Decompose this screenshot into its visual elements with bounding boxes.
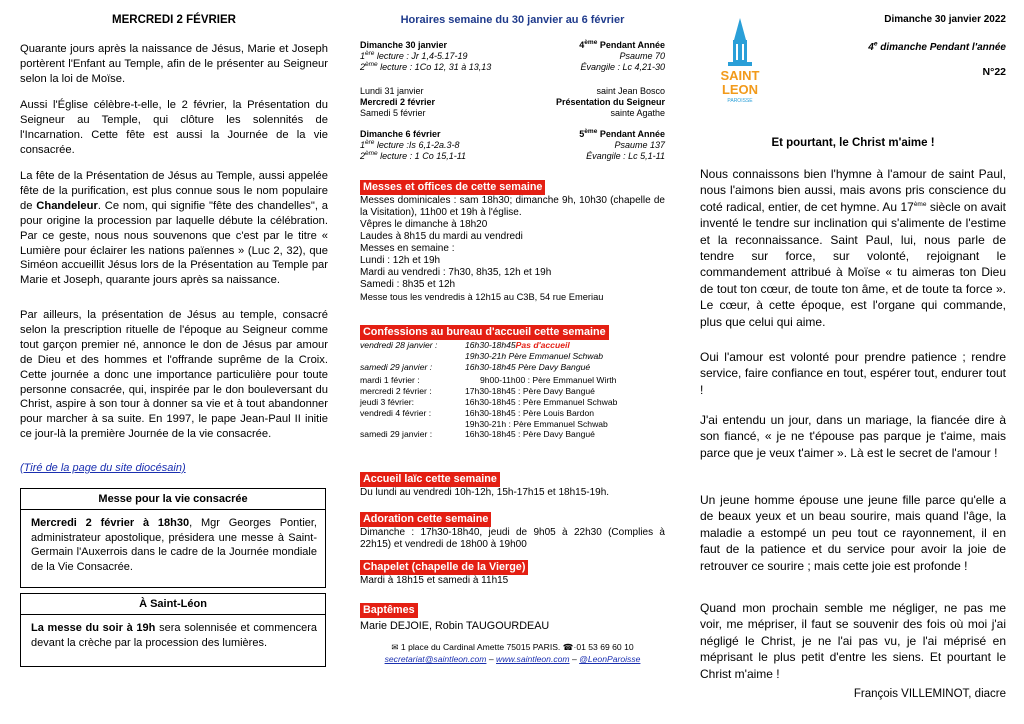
schedule-title: Horaires semaine du 30 janvier au 6 février [400, 14, 625, 26]
confessions-list: mardi 1 février : 9h00-11h00 : Père Emmanuel Wirth mercredi 2 février : 17h30-18h45 : Père Davy Bangué jeudi 3 février: 16h30-18h45 : Père Emmanuel Schwab vendredi 4 février : 16h30-18h45 : Père Louis Bardon 19h30-21h : Père Emmanuel Schwab samedi 29 janvier : 16h30-18h45 : Père Davy Bangué [360, 375, 618, 440]
liturgical-sunday: 4e dimanche Pendant l'année [868, 40, 1006, 53]
weekday-feasts-block: Lundi 31 janvier saint Jean Bosco Mercredi 2 février Présentation du Seigneur Samedi 5 février sainte Agathe [360, 86, 665, 118]
baptemes-heading: Baptêmes [360, 603, 418, 618]
paragraph-4: Par ailleurs, la présentation de Jésus au temple, consacré selon la prescription rituelle de l'époque au Seigneur comme tout garçon premier né, annonce le don de Jésus par amour de Dieu et des hommes et l'offrande suprême de la Croix. Cette journée a donc une importance particulière pour toute personne consacrée, qui, inspirée par le don bouleversant du Christ, aspire à son tour à donner sa vie et à tout abandonner pour marcher à sa suite. En 1997, le pape Jean-Paul II initie ce jour-là la première Journée de la vie consacrée. [20, 309, 328, 441]
editorial-heading: Et pourtant, le Christ m'aime ! [771, 137, 935, 149]
paragraph-2: Aussi l'Église célèbre-t-elle, le 2 février, la Présentation du Seigneur au Temple, qui clôture les solennités de l'Incarnation. Cette fête est aussi la Journée de la vie consacrée. [20, 99, 328, 156]
messes-heading: Messes et offices de cette semaine [360, 180, 545, 195]
paragraph-1: Quarante jours après la naissance de Jésus, Marie et Joseph portèrent l'Enfant au Temple, afin de le présenter au Seigneur selon la loi de Moïse. [20, 43, 328, 85]
box-body: La messe du soir à 19h sera solennisée et commencera devant la crèche par la procession des lumières. [31, 622, 317, 649]
adoration-section [360, 509, 665, 551]
editorial-p1: Nous connaissons bien l'hymne à l'amour de saint Paul, nous l'aimons bien aussi, mais avons pris conscience du coté radical, entier, de cet hymne. Au 17ème siècle on avait inventé le tendre sur inclination qui s'alimente de l'estime et la reconnaissance. Saint Paul, lui, nous parle de tendre sur force, sur volonté, rejoignant le commandement attribué à Moïse « tu aimeras ton Dieu de tout ton cœur, de toute ton âme, et de toute ta force ». Le cœur, à cette époque, est l'organe qui commande, plus que celui qui aime. [700, 167, 1006, 329]
issue-date: Dimanche 30 janvier 2022 [884, 14, 1006, 25]
editorial-p4: Un jeune homme épouse une jeune fille parce qu'elle a de beaux yeux et un beau sourire, mais quand l'âge, la maladie a estompé un peu tout ce rayonnement, il en faut de la patience et du service pour avoir la joie de retrouver ce sourire ; mais cette joie est profonde ! [700, 493, 1006, 573]
chapelet-section [360, 557, 665, 587]
messes-body: Messes dominicales : sam 18h30; dimanche 9h, 10h30 (chapelle de la Visitation), 11h00 et 19h à l'église. Vêpres le dimanche à 18h20 Laudes à 8h15 du mardi au vendredi Messes en semaine : Lundi : 12h et 19h Mardi au vendredi : 7h30, 8h35, 12h et 19h Samedi : 8h35 et 12h Messe tous les vendredis à 12h15 au C3B, 54 rue Emeriau [360, 195, 665, 302]
box-saint-leon [20, 593, 326, 667]
diocese-link[interactable]: (Tiré de la page du site diocésain) [20, 462, 186, 474]
svg-text:LEON: LEON [721, 82, 759, 97]
messes-section [360, 177, 665, 303]
svg-text:SAINT: SAINT [720, 68, 760, 83]
left-title: MERCREDI 2 FÉVRIER [112, 14, 236, 26]
box-vie-consacree [20, 488, 326, 588]
baptemes-names: Marie DEJOIE, Robin TAUGOURDEAU [360, 620, 550, 632]
contact-block: ✉ 1 place du Cardinal Amette 75015 PARIS. ☎·01 53 69 60 10 secretariat@saintleon.com – www.saintleon.com – @LeonParoisse [384, 642, 641, 664]
box-body: Mercredi 2 février à 18h30, Mgr Georges Pontier, administrateur apostolique, présidera une messe à Saint-Germain l'Auxerrois dans le cadre de la Journée mondiale de la Vie Consacrée. [31, 517, 317, 573]
website-link[interactable]: www.saintleon.com [496, 654, 570, 664]
phone-icon: ☎ [562, 642, 574, 652]
editorial-p3: J'ai entendu un jour, dans un mariage, la fiancée dire à son fiancé, « je ne t'épouse pas parque je t'aime, mais parce que je veux t'aimer ». Là est le secret de l'amour ! [700, 413, 1006, 460]
twitter-link[interactable]: @LeonParoisse [579, 654, 641, 664]
envelope-icon: ✉ [391, 642, 399, 652]
issue-number: N°22 [982, 66, 1006, 78]
accueil-section [360, 469, 665, 499]
adoration-body: Dimanche : 17h30-18h40, jeudi de 9h05 à 22h30 (Complies à 22h15) et vendredi de 18h00 à 19h00 [360, 527, 665, 550]
sunday-30-block: Dimanche 30 janvier 4ème Pendant Année 1ère lecture : Jr 1,4-5.17-19 Psaume 70 2ème lecture : 1Co 12, 31 à 13,13 Évangile : Lc 4,21-30 [360, 39, 665, 72]
confessions-section [360, 322, 665, 440]
box-title: Messe pour la vie consacrée [21, 489, 325, 510]
baptemes-section [360, 600, 549, 632]
chapelet-body: Mardi à 18h15 et samedi à 11h15 [360, 575, 509, 586]
adoration-heading: Adoration cette semaine [360, 512, 491, 527]
editorial-p5: Quand mon prochain semble me négliger, ne pas me voir, me mépriser, il faut se souvenir des fois où moi j'ai négligé le Christ, je ne l'ai pas vu, je l'ai méprisé en méprisant le plus petit d'entre les siens. Et pourtant le Christ m'aime ! [700, 601, 1006, 681]
email-link[interactable]: secretariat@saintleon.com [384, 654, 487, 664]
saint-leon-logo [714, 18, 766, 104]
accueil-body: Du lundi au vendredi 10h-12h, 15h-17h15 et 18h15-19h. [360, 487, 610, 498]
signature: François VILLEMINOT, diacre [853, 688, 1006, 700]
editorial-p2: Oui l'amour est volonté pour prendre patience ; rendre service, faire confiance en tout, espérer tout, endurer tout ! [700, 350, 1006, 397]
accueil-heading: Accueil laïc cette semaine [360, 472, 500, 487]
chapelet-heading: Chapelet (chapelle de la Vierge) [360, 560, 528, 575]
box-title: À Saint-Léon [21, 594, 325, 615]
confessions-italic-list: vendredi 28 janvier : 16h30-18h45 Pas d'accueil 19h30-21h Père Emmanuel Schwab samedi 29 janvier : 16h30-18h45 Père Davy Bangué [360, 340, 604, 372]
confessions-heading: Confessions au bureau d'accueil cette semaine [360, 325, 609, 340]
svg-text:PAROISSE: PAROISSE [727, 98, 753, 104]
sunday-6-block: Dimanche 6 février 5ème Pendant Année 1ère lecture :Is 6,1-2a.3-8 Psaume 137 2ème lecture : 1 Co 15,1-11 Évangile : Lc 5,1-11 [360, 128, 665, 161]
paragraph-3: La fête de la Présentation de Jésus au Temple, aussi appelée fête de la purification, est plus connue sous le nom populaire de Chandeleur. Ce nom, qui signifie "fête des chandelles", a pour origine la procession par laquelle débute la célébration. Par ce geste, nous nous souvenons que c'est par le titre « Lumière pour éclairer les nations païennes » (Luc 2, 32), que Siméon accueillit Jésus lors de la Présentation au Temple par Marie et Joseph, quarante jours après sa naissance. [20, 170, 328, 287]
